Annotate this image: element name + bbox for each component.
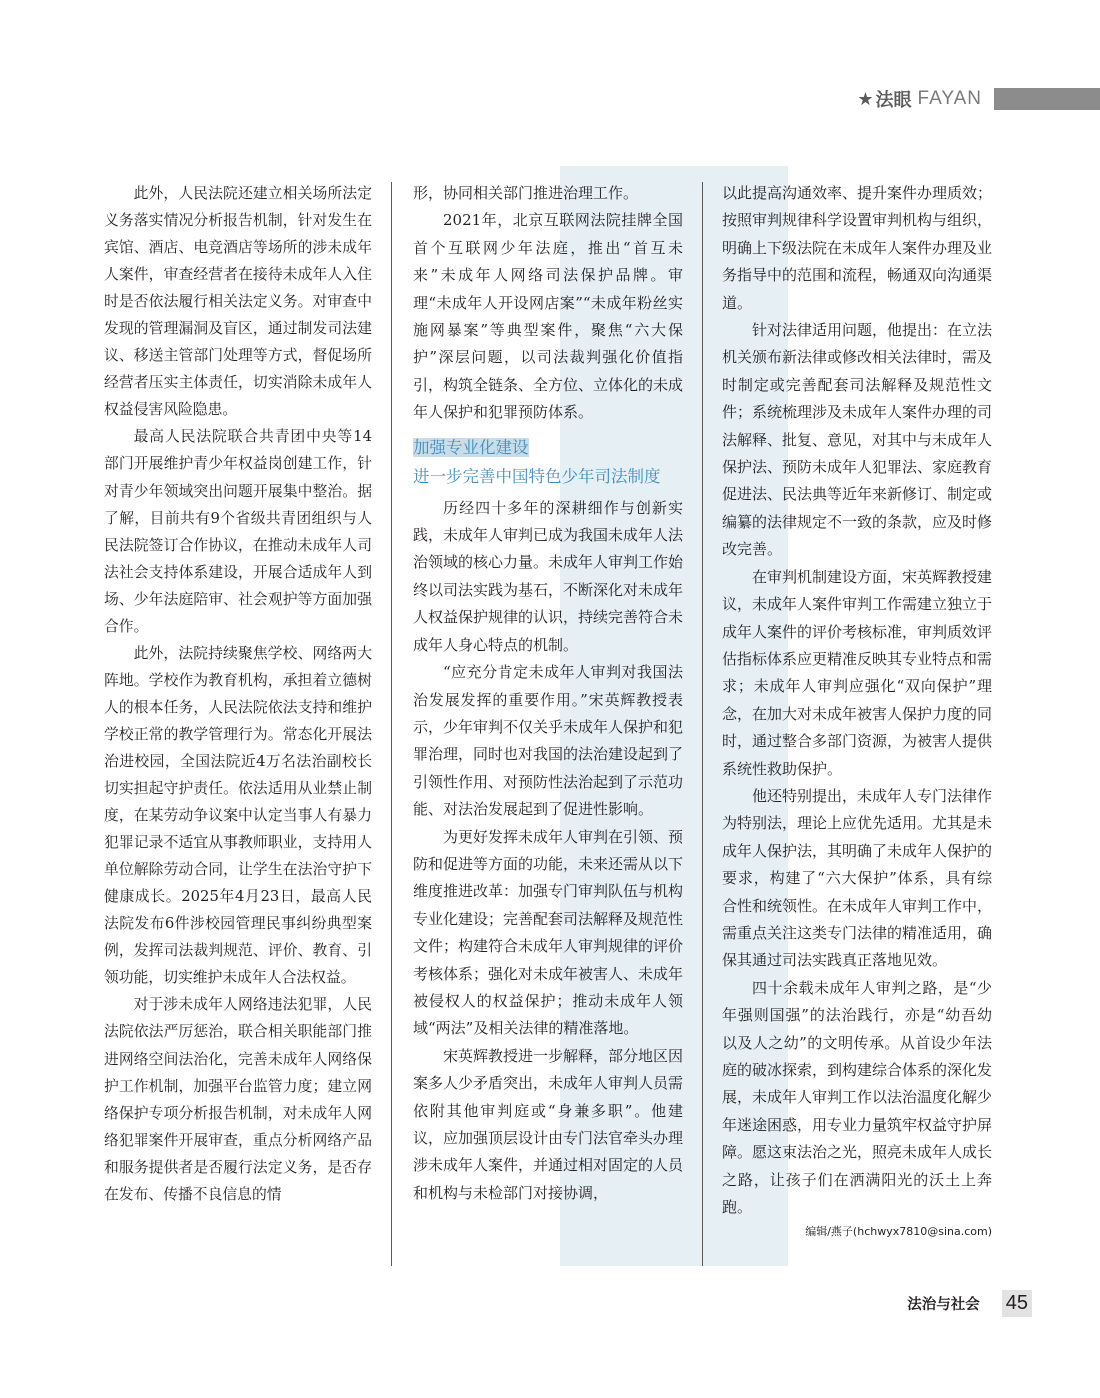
subheading-line-1: 加强专业化建设 bbox=[413, 437, 529, 457]
paragraph: 四十余载未成年人审判之路，是“少年强则国强”的法治践行，亦是“幼吾幼以及人之幼”的文明传承。从首设少年法庭的破冰探索，到构建综合体系的深化发展，未成年人审判工作以法治温度化解少年迷途困惑，用专业力量筑牢权益守护屏障。愿这束法治之光，照亮未成年人成长之路，让孩子们在洒满阳光的沃土上奔跑。 bbox=[722, 978, 993, 1217]
paragraph: 宋英辉教授进一步解释，部分地区因案多人少矛盾突出，未成年人审判人员需依附其他审判庭或“身兼多职”。他建议，应加强顶层设计由专门法官牵头办理涉未成年人案件，并通过相对固定的人员和机构与未检部门对接协调， bbox=[413, 1046, 684, 1202]
paragraph: 对于涉未成年人网络违法犯罪，人民法院依法严厉惩治，联合相关职能部门推进网络空间法治化，完善未成年人网络保护工作机制，加强平台监管力度；建立网络保护专项分析报告机制，对未成年人网络犯罪案件开展审查，重点分析网络产品和服务提供者是否履行法定义务，是否存在发布、传播不良信息的情 bbox=[104, 996, 372, 1203]
paragraph: 在审判机制建设方面，宋英辉教授建议，未成年人案件审判工作需建立独立于成年人案件的评价考核标准，审判质效评估指标体系应更精准反映其专业特点和需求；未成年人审判应强化“双向保护”理念，在加大对未成年被害人保护力度的同时，通过整合多部门资源，为被害人提供系统性救助保护。 bbox=[722, 567, 993, 778]
article-column-3 bbox=[722, 180, 992, 1239]
article-column-2 bbox=[413, 180, 683, 1207]
section-title-cn: 法眼 bbox=[875, 90, 912, 111]
column-rule-2 bbox=[702, 182, 703, 1266]
section-title-en: FAYAN bbox=[917, 88, 982, 109]
section-subheading bbox=[413, 433, 683, 491]
magazine-name: 法治与社会 bbox=[907, 1297, 980, 1313]
paragraph: 针对法律适用问题，他提出：在立法机关颁布新法律或修改相关法律时，需及时制定或完善配套司法解释及规范性文件；系统梳理涉及未成年人案件办理的司法解释、批复、意见，对其中与未成年人保护法、预防未成年人犯罪法、家庭教育促进法、民法典等近年来新修订、制定或编纂的法律规定不一致的条款，应及时修改完善。 bbox=[722, 321, 993, 559]
paragraph: 2021年，北京互联网法院挂牌全国首个互联网少年法庭，推出“首互未来”未成年人网络司法保护品牌。审理“未成年人开设网店案”“未成年粉丝实施网暴案”等典型案件，聚焦“六大保护”深层问题，以司法裁判强化价值指引，构筑全链条、全方位、立体化的未成年人保护和犯罪预防体系。 bbox=[413, 211, 684, 422]
paragraph-continuation: 以此提高沟通效率、提升案件办理质效；按照审判规律科学设置审判机构与组织，明确上下级法院在未成年人案件办理及业务指导中的范围和流程，畅通双向沟通渠道。 bbox=[722, 184, 993, 312]
column-rule-1 bbox=[391, 182, 392, 1266]
article-column-1 bbox=[104, 180, 372, 1208]
section-header bbox=[857, 86, 1100, 112]
editor-credit: 编辑/燕子(hchwyx7810@sina.com) bbox=[805, 1225, 992, 1239]
paragraph: 为更好发挥未成年人审判在引领、预防和促进等方面的功能，未来还需从以下维度推进改革：加强专门审判队伍与机构专业化建设；完善配套司法解释及规范性文件；构建符合未成年人审判规律的评价考核体系；强化对未成年被害人、未成年被侵权人的权益保护；推动未成年人领域“两法”及相关法律的精准落地。 bbox=[413, 827, 684, 1038]
paragraph: 最高人民法院联合共青团中央等14部门开展维护青少年权益岗创建工作，针对青少年领域突出问题开展集中整治。据了解，目前共有9个省级共青团组织与人民法院签订合作协议，在推动未成年人司法社会支持体系建设，开展合适成年人到场、少年法庭陪审、社会观护等方面加强合作。 bbox=[104, 428, 372, 635]
paragraph: 历经四十多年的深耕细作与创新实践，未成年人审判已成为我国未成年人法治领域的核心力量。未成年人审判工作始终以司法实践为基石，不断深化对未成年人权益保护规律的认识，持续完善符合未成年人身心特点的机制。 bbox=[413, 498, 684, 654]
star-icon: ★ bbox=[857, 88, 874, 110]
page-number: 45 bbox=[1002, 1290, 1032, 1317]
paragraph-continuation: 形，协同相关部门推进治理工作。 bbox=[413, 184, 639, 202]
paragraph: 此外，人民法院还建立相关场所法定义务落实情况分析报告机制，针对发生在宾馆、酒店、电竞酒店等场所的涉未成年人案件，审查经营者在接待未成年人入住时是否依法履行相关法定义务。对审查中发现的管理漏洞及盲区，通过制发司法建议、移送主管部门处理等方式，督促场所经营者压实主体责任，切实消除未成年人权益侵害风险隐患。 bbox=[104, 185, 372, 419]
paragraph: “应充分肯定未成年人审判对我国法治发展发挥的重要作用。”宋英辉教授表示，少年审判不仅关乎未成年人保护和犯罪治理，同时也对我国的法治建设起到了引领性作用、对预防性法治起到了示范功能、对法治发展起到了促进性影响。 bbox=[413, 663, 684, 819]
paragraph: 他还特别提出，未成年人专门法律作为特别法，理论上应优先适用。尤其是未成年人保护法，其明确了未成年人保护的要求，构建了“六大保护”体系，具有综合性和统领性。在未成年人审判工作中，需重点关注这类专门法律的精准适用，确保其通过司法实践真正落地见效。 bbox=[722, 786, 993, 970]
header-bar bbox=[994, 88, 1100, 110]
page-footer bbox=[907, 1290, 1032, 1317]
subheading-line-2: 进一步完善中国特色少年司法制度 bbox=[413, 466, 661, 486]
paragraph: 此外，法院持续聚焦学校、网络两大阵地。学校作为教育机构，承担着立德树人的根本任务，人民法院依法支持和维护学校正常的教学管理行为。常态化开展法治进校园，全国法院近4万名法治副校长切实担起守护责任。依法适用从业禁止制度，在某劳动争议案中认定当事人有暴力犯罪记录不适宜从事教师职业，支持用人单位解除劳动合同，让学生在法治守护下健康成长。2025年4月23日，最高人民法院发布6件涉校园管理民事纠纷典型案例，发挥司法裁判规范、评价、教育、引领功能，切实维护未成年人合法权益。 bbox=[104, 644, 372, 987]
